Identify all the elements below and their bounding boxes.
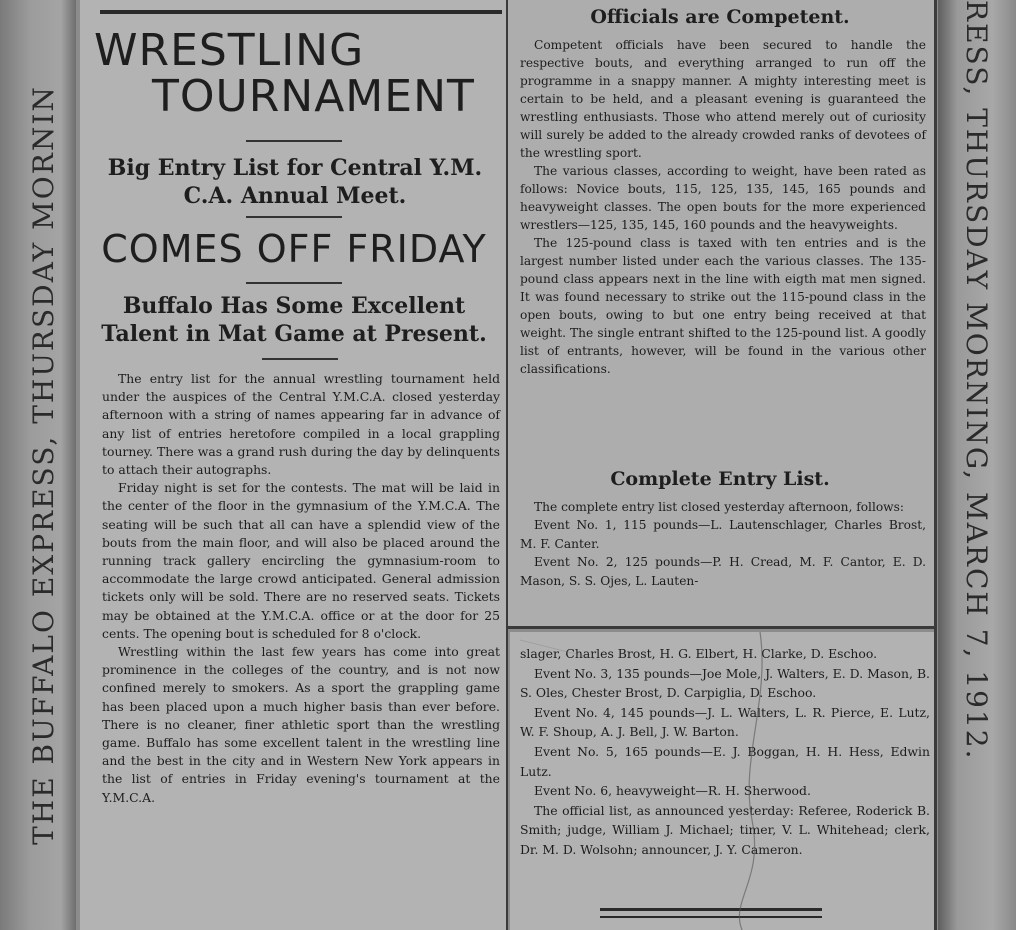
end-rule xyxy=(600,916,822,918)
story-paragraph: Event No. 4, 145 pounds—J. L. Walters, L. R. Pierce, E. Lutz, W. F. Shoup, A. J. Bell, J. W. Barton. xyxy=(520,704,930,740)
masthead-right: RESS, THURSDAY MORNING, MARCH 7, 1912. xyxy=(960,0,993,761)
story-paragraph: The entry list for the annual wrestling tournament held under the auspices of the Central Y.M.C.A. closed yesterday afternoon with a string of names appearing far in advance of any list of entries heretofore compiled in a local grappling tourney. There was a grand rush during the day by delinquents to attach their autographs. xyxy=(102,371,500,478)
end-rule xyxy=(600,908,822,911)
entry-list-continued xyxy=(520,644,930,860)
story-paragraph: The 125-pound class is taxed with ten entries and is the largest number listed under each the various classes. The 135-pound class appears next in the line with eigth mat men signed. It was found necessary to strike out the 115-pound class in the open bouts, owing to but one entry being received at that weight. The single entrant shifted to the 125-pound list. A goodly list of entrants, however, will be found in the various other classifications. xyxy=(520,236,926,376)
story-body-left xyxy=(102,370,500,807)
masthead-left: THE BUFFALO EXPRESS, THURSDAY MORNIN xyxy=(27,85,60,845)
story-paragraph: Competent officials have been secured to handle the respective bouts, and everything arranged to run off the programme in a snappy manner. A mighty interesting meet is certain to be held, and a pleasant evening is guaranteed the wrestling enthusiasts. Those who attend merely out of curiosity will surely be added to the already crowded ranks of devotees of the wrestling sport. xyxy=(520,38,926,160)
clipping-divider xyxy=(508,626,936,629)
entry-list-subhead: Complete Entry List. xyxy=(610,468,830,490)
story-paragraph: Event No. 6, heavyweight—R. H. Sherwood. xyxy=(534,783,811,799)
separator-rule xyxy=(246,282,342,284)
story-paragraph: The complete entry list closed yesterday afternoon, follows: xyxy=(534,500,904,514)
column-divider xyxy=(506,0,508,930)
story-paragraph: Friday night is set for the contests. The mat will be laid in the center of the floor in the gymnasium of the Y.M.C.A. The seating will be such that all can have a splendid view of the bouts from the main floor, and will also be placed around the running track gallery encircling the gymnasium-room to accommodate the large crowd anticipated. General admission tickets only will be sold. There are no reserved seats. Tickets may be obtained at the Y.M.C.A. office or at the door for 25 cents. The opening bout is scheduled for 8 o'clock. xyxy=(102,480,500,641)
story-paragraph: slager, Charles Brost, H. G. Elbert, H. Clarke, D. Eschoo. xyxy=(520,646,878,661)
deck-1: Big Entry List for Central Y.M. C.A. Annual Meet. xyxy=(107,155,483,209)
deck-3: Buffalo Has Some Excellent Talent in Mat Game at Present. xyxy=(101,293,487,347)
story-paragraph: Event No. 3, 135 pounds—Joe Mole, J. Walters, E. D. Mason, B. S. Oles, Chester Brost, D. Carpiglia, D. Eschoo. xyxy=(520,665,930,701)
officials-body xyxy=(520,36,926,378)
entry-list-body xyxy=(520,498,926,590)
story-paragraph: Event No. 5, 165 pounds—E. J. Boggan, H. H. Hess, Edwin Lutz. xyxy=(520,743,930,779)
story-paragraph: The various classes, according to weight, have been rated as follows: Novice bouts, 115, 125, 135, 145, 165 pounds and heavyweight classes. The open bouts for the more experienced wrestlers—125, 135, 145, 160 pounds and the heavyweights. xyxy=(520,164,926,232)
headline-line-2: TOURNAMENT xyxy=(152,71,475,122)
separator-rule xyxy=(262,358,338,360)
top-rule xyxy=(100,10,502,14)
headline-line-1: WRESTLING xyxy=(94,25,365,76)
separator-rule xyxy=(246,140,342,142)
story-paragraph: Event No. 1, 115 pounds—L. Lautenschlager, Charles Brost, M. F. Canter. xyxy=(520,518,926,551)
officials-subhead: Officials are Competent. xyxy=(590,6,850,28)
separator-rule xyxy=(246,216,342,218)
story-paragraph: Event No. 2, 125 pounds—P. H. Cread, M. F. Cantor, E. D. Mason, S. S. Ojes, L. Lauten- xyxy=(520,555,926,588)
story-paragraph: The official list, as announced yesterday: Referee, Roderick B. Smith; judge, William J. Michael; timer, V. L. Whitehead; clerk, Dr. M. D. Wolsohn; announcer, J. Y. Cameron. xyxy=(520,802,930,857)
column-divider-right xyxy=(934,0,937,930)
headline xyxy=(94,25,504,122)
story-paragraph: Wrestling within the last few years has come into great prominence in the colleges of the country, and is not now confined merely to smokers. As a sport the grappling game has been placed upon a much higher basis than ever before. There is no cleaner, finer athletic sport than the wrestling game. Buffalo has some excellent talent in the wrestling line and the best in the city and in Western New York appears in the list of entries in Friday evening's tournament at the Y.M.C.A. xyxy=(102,644,500,805)
deck-2: COMES OFF FRIDAY xyxy=(101,227,487,271)
